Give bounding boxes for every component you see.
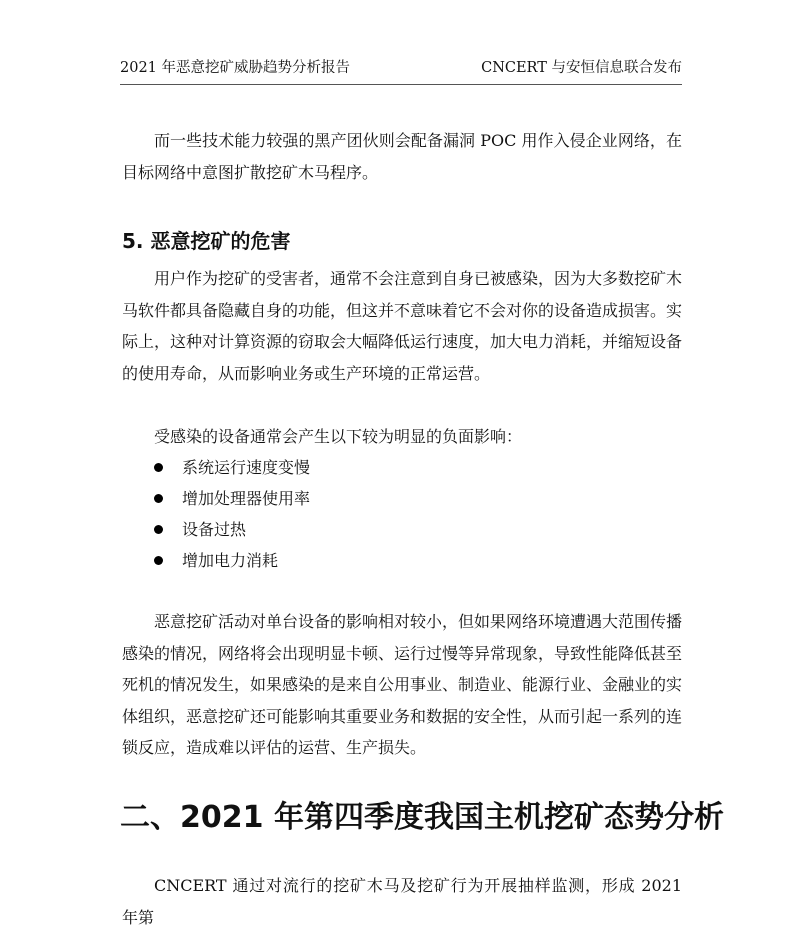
chapter-paragraph-start: CNCERT 通过对流行的挖矿木马及挖矿行为开展抽样监测，形成 2021 年第: [122, 876, 682, 927]
bullet-icon: [154, 556, 163, 565]
header-report-title: 2021 年恶意挖矿威胁趋势分析报告: [120, 60, 351, 76]
impact-bullet-list: [122, 452, 682, 576]
list-item: [122, 452, 682, 483]
list-intro-text: 受感染的设备通常会产生以下较为明显的负面影响：: [154, 427, 523, 446]
list-item: [122, 514, 682, 545]
list-item: [122, 483, 682, 514]
chapter-heading: 二、2021 年第四季度我国主机挖矿态势分析: [120, 800, 724, 835]
list-item-text: 增加处理器使用率: [182, 489, 311, 508]
intro-paragraph: 而一些技术能力较强的黑产团伙则会配备漏洞 POC 用作入侵企业网络，在目标网络中意图扩散挖矿木马程序。: [122, 131, 682, 182]
list-item-text: 增加电力消耗: [182, 551, 279, 570]
page-header: [120, 58, 682, 85]
section-paragraph-harm: 用户作为挖矿的受害者，通常不会注意到自身已被感染，因为大多数挖矿木马软件都具备隐藏自身的功能，但这并不意味着它不会对你的设备造成损害。实际上，这种对计算资源的窃取会大幅降低运行速度，加大电力消耗，并缩短设备的使用寿命，从而影响业务或生产环境的正常运营。: [122, 269, 683, 383]
section-heading: 5. 恶意挖矿的危害: [122, 229, 291, 253]
bullet-icon: [154, 463, 163, 472]
bullet-icon: [154, 525, 163, 534]
list-item: [122, 545, 682, 576]
section-paragraph-impact: 恶意挖矿活动对单台设备的影响相对较小，但如果网络环境遭遇大范围传播感染的情况，网络将会出现明显卡顿、运行过慢等异常现象，导致性能降低甚至死机的情况发生，如果感染的是来自公用事业、制造业、能源行业、金融业的实体组织，恶意挖矿还可能影响其重要业务和数据的安全性，从而引起一系列的连锁反应，造成难以评估的运营、生产损失。: [122, 612, 683, 757]
header-publisher: CNCERT 与安恒信息联合发布: [481, 60, 682, 76]
list-item-text: 系统运行速度变慢: [182, 458, 311, 477]
bullet-icon: [154, 494, 163, 503]
list-item-text: 设备过热: [182, 520, 247, 539]
